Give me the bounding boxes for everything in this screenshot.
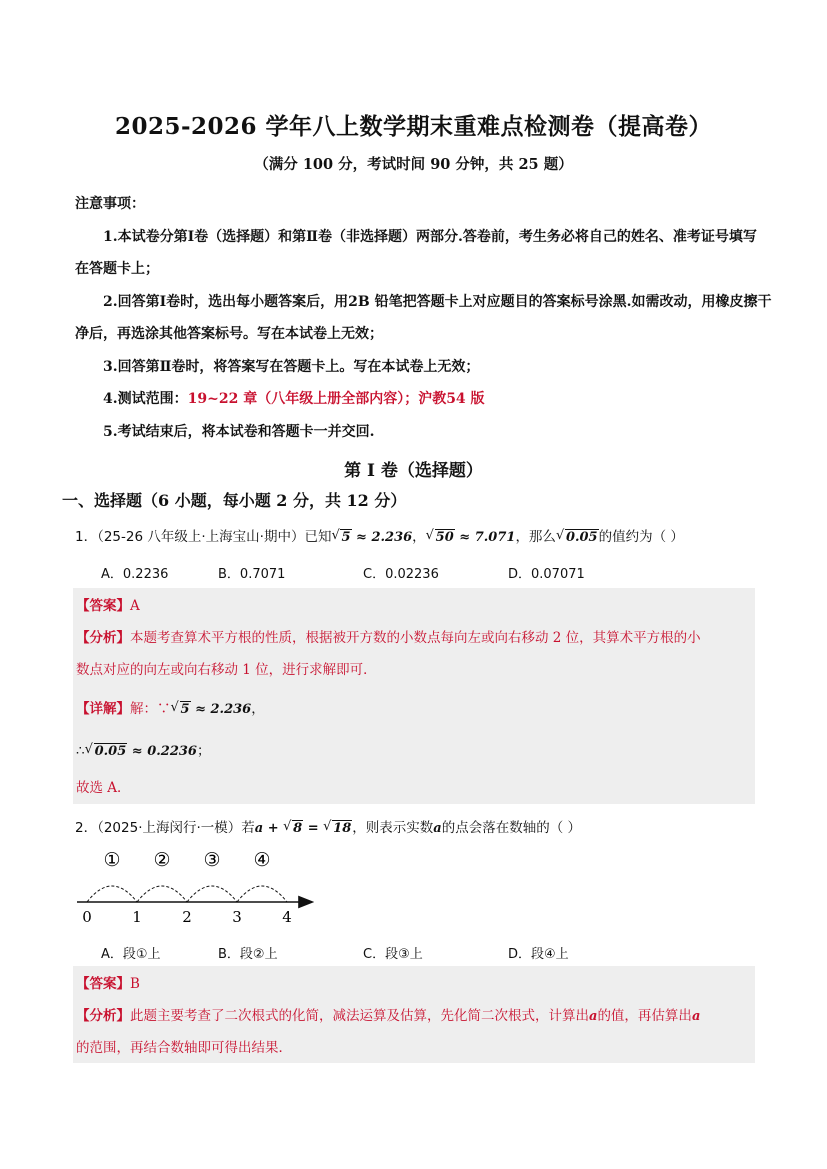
tick-label-1: 1 — [132, 908, 142, 926]
note-line-6 — [103, 388, 485, 408]
tick-label-4: 4 — [282, 908, 292, 926]
question-1-stem: 1．（25-26 八年级上·上海宝山·期中）已知√ 5 ≈ 2.236，√ 50 ≈ 7.071，那么√ 0.05的值约为（ ） — [75, 525, 684, 545]
segment-label-1: ① — [103, 850, 121, 871]
option-d: D．0.07071 — [508, 567, 585, 582]
segment-arc-1 — [87, 886, 137, 902]
question-2-stem: 2．（2025·上海闵行·一模）若a + √ 8 = √ 18，则表示实数a的点会落在数轴的（ ） — [75, 816, 581, 836]
question-section-heading: 一、选择题（6 小题，每小题 2 分，共 12 分） — [62, 491, 407, 510]
option-a: A．0.2236 — [101, 567, 169, 582]
question-1-expr-1: √ 5 ≈ 2.236 — [331, 530, 412, 545]
notes-heading: 注意事项： — [75, 196, 145, 212]
question-1-analysis-cont: 数点对应的向左或向右移动 1 位，进行求解即可． — [76, 662, 377, 678]
note-line-7: 5.考试结束后，将本试卷和答题卡一并交回. — [103, 424, 375, 440]
question-2-analysis-cont: 的范围，再结合数轴即可得出结果． — [76, 1040, 292, 1056]
option-d: D．段④上 — [508, 947, 569, 962]
segment-label-2: ② — [153, 850, 171, 871]
note-line-3: 2.回答第Ⅰ卷时，选出每小题答案后，用2B 铅笔把答题卡上对应题目的答案标号涂黑.如需改动，用橡皮擦干 — [103, 294, 772, 310]
question-2-answer: 【答案】B — [76, 976, 140, 992]
question-1-text: 1．（25-26 八年级上·上海宝山·期中）已知 — [75, 529, 332, 545]
note-range-label: 4.测试范围： — [103, 391, 188, 407]
note-range-value: 19~22 章（八年级上册全部内容）；沪教54 版 — [187, 391, 485, 407]
segment-label-4: ④ — [253, 850, 271, 871]
note-line-5: 3.回答第Ⅱ卷时，将答案写在答题卡上。写在本试卷上无效； — [103, 359, 480, 375]
question-1-detail-2: ∴√ 0.05 ≈ 0.2236； — [76, 739, 210, 759]
segment-label-3: ③ — [203, 850, 221, 871]
option-b: B．0.7071 — [218, 567, 286, 582]
tick-label-3: 3 — [232, 908, 242, 926]
option-c: C．0.02236 — [363, 567, 439, 582]
page-title: 2025-2026 学年八上数学期末重难点检测卷（提高卷） — [114, 113, 713, 140]
note-line-2: 在答题卡上； — [75, 261, 159, 277]
segment-arc-2 — [137, 886, 187, 902]
question-1-answer-box — [73, 588, 755, 804]
segment-arc-4 — [237, 886, 287, 902]
section-title: 第 I 卷（选择题） — [344, 461, 483, 481]
question-2-answer-box — [73, 966, 755, 1063]
question-1-answer: 【答案】A — [76, 598, 140, 614]
tick-label-0: 0 — [82, 908, 92, 926]
question-1-expr-2: √ 50 ≈ 7.071 — [426, 530, 516, 545]
note-line-4: 净后，再选涂其他答案标号。写在本试卷上无效； — [75, 326, 383, 342]
option-b: B．段②上 — [218, 947, 278, 962]
note-line-1: 1.本试卷分第Ⅰ卷（选择题）和第Ⅱ卷（非选择题）两部分.答卷前，考生务必将自己的姓名、准考证号填写 — [103, 229, 757, 245]
option-a: A．段①上 — [101, 947, 161, 962]
tick-label-2: 2 — [182, 908, 192, 926]
page-subtitle: （满分 100 分，考试时间 90 分钟，共 25 题） — [254, 156, 573, 173]
question-1-analysis: 【分析】本题考查算术平方根的性质，根据被开方数的小数点每向左或向右移动 2 位，其算术平方根的小 — [76, 630, 701, 646]
number-line-diagram — [75, 850, 335, 930]
option-c: C．段③上 — [363, 947, 423, 962]
segment-arc-3 — [187, 886, 237, 902]
question-2-analysis: 【分析】此题主要考查了二次根式的化简，减法运算及估算，先化简二次根式，计算出a的值，再估算出a — [76, 1008, 701, 1024]
question-1-expr-3: √ 0.05 — [556, 530, 599, 545]
question-1-detail: 【详解】解：∵√ 5 ≈ 2.236， — [76, 697, 265, 717]
question-1-conclusion: 故选 A． — [76, 780, 131, 796]
